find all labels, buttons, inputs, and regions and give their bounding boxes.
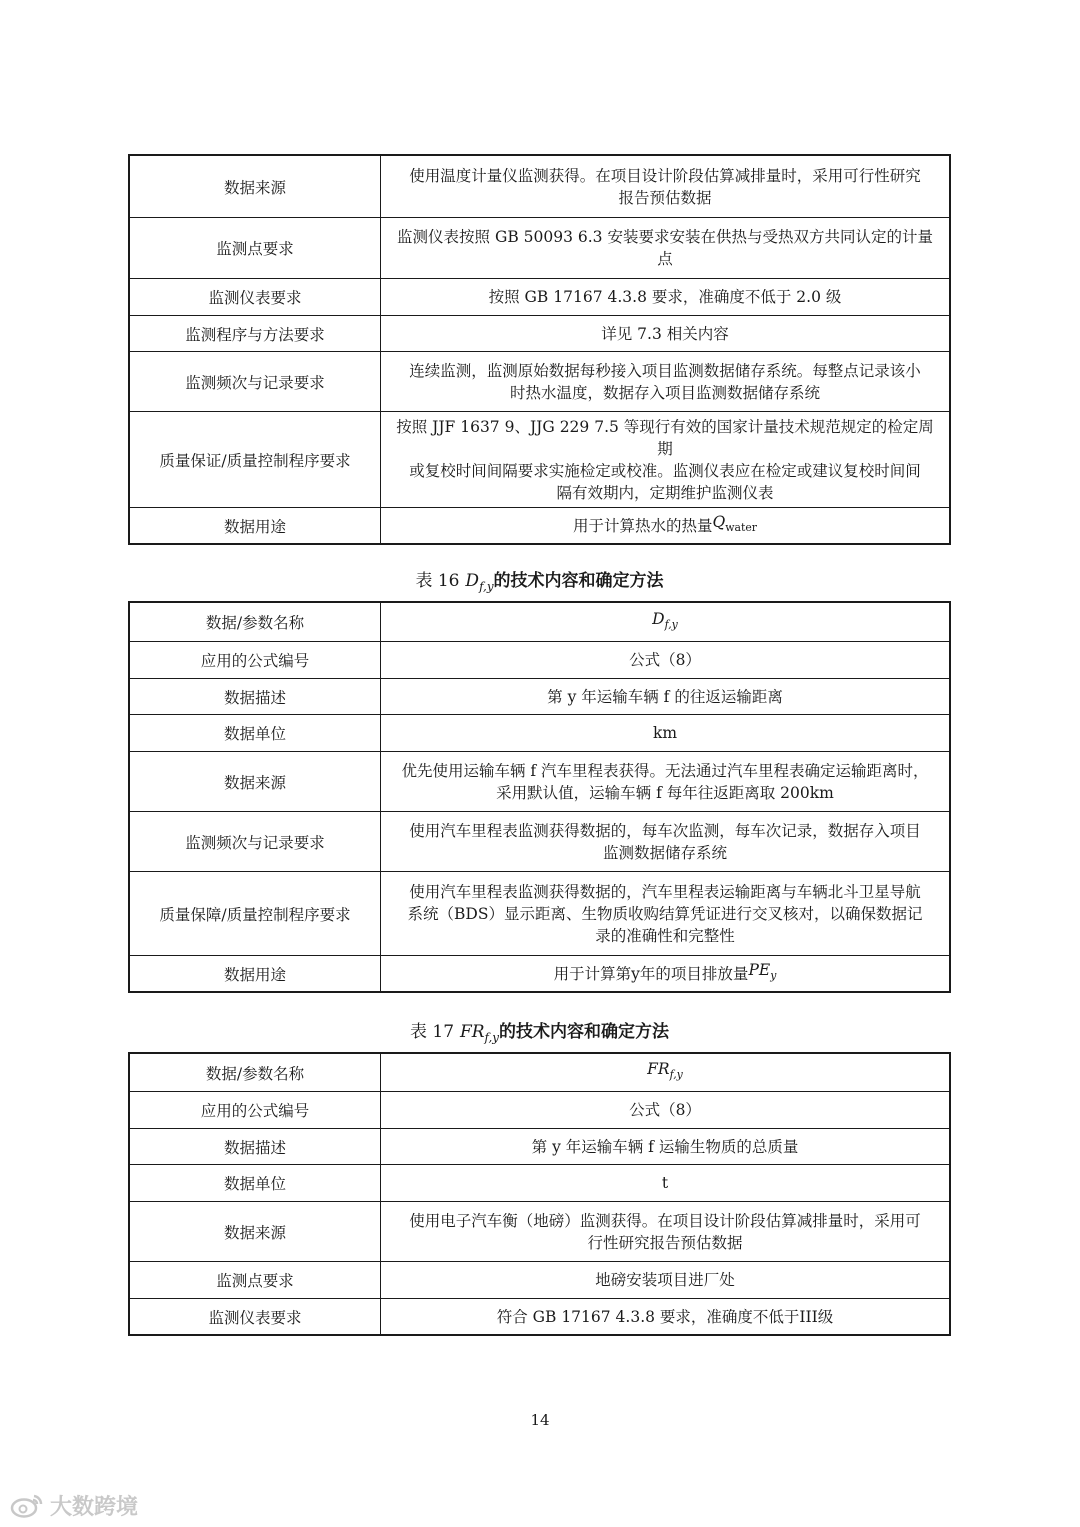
row-label: 监测程序与方法要求: [130, 316, 381, 351]
row-value: km: [652, 724, 678, 742]
row-value: [381, 218, 949, 278]
caption-number: 表 17: [409, 1022, 455, 1042]
page-number: 14: [530, 1411, 550, 1429]
row-value: [381, 1202, 949, 1261]
table-row: [130, 678, 949, 714]
table-row: [130, 1201, 949, 1261]
table-row: [130, 1091, 949, 1128]
math-base: D: [465, 571, 480, 591]
row-label: 监测频次与记录要求: [130, 812, 381, 871]
math-base: FR: [647, 1060, 670, 1079]
value-line: 采用默认值，运输车辆 f 每年往返距离取 200km: [496, 783, 834, 802]
row-label: 数据来源: [130, 156, 381, 217]
table-row: [130, 315, 949, 351]
value-line: 使用温度计量仪监测获得。在项目设计阶段估算减排量时，采用可行性研究: [409, 166, 921, 185]
value-line: 时热水温度，数据存入项目监测数据储存系统: [509, 383, 820, 402]
value-line: 使用电子汽车衡（地磅）监测获得。在项目设计阶段估算减排量时，采用可: [409, 1211, 921, 1230]
table-row: [130, 1128, 949, 1164]
row-value: 地磅安装项目进厂处: [595, 1271, 735, 1289]
row-label: 数据单位: [130, 715, 381, 751]
table-row: [130, 217, 949, 278]
math-base: FR: [459, 1022, 485, 1042]
row-value: 公式（8）: [629, 1101, 701, 1119]
math-symbol: [647, 1058, 683, 1086]
row-label: 数据单位: [130, 1165, 381, 1201]
table-row: [130, 751, 949, 811]
table-row: [130, 714, 949, 751]
row-value: [381, 872, 949, 955]
row-label: 数据用途: [130, 508, 381, 543]
row-value: [381, 352, 949, 411]
table-row: [130, 955, 949, 991]
row-value: 符合 GB 17167 4.3.8 要求，准确度不低于III级: [496, 1307, 834, 1326]
caption-math: [459, 1022, 500, 1045]
caption-math: [465, 571, 494, 594]
row-label: 数据/参数名称: [130, 1054, 381, 1091]
value-line: 点: [657, 250, 673, 268]
value-line: 连续监测，监测原始数据每秒接入项目监测数据储存系统。每整点记录该小: [409, 361, 921, 380]
table-row: [130, 1298, 949, 1334]
row-label: 监测频次与记录要求: [130, 352, 381, 411]
math-symbol: [652, 608, 678, 636]
table-17: [128, 1052, 951, 1336]
watermark-text: 大数跨境: [50, 1495, 139, 1520]
value-line: 使用汽车里程表监测获得数据的，汽车里程表运输距离与车辆北斗卫星导航: [409, 882, 921, 901]
math-subscript: water: [725, 521, 757, 535]
math-subscript: y: [770, 969, 777, 983]
value-line: 或复校时间间隔要求实施检定或校准。监测仪表应在检定或建议复校时间间: [409, 461, 921, 480]
row-value: 第 y 年运输车辆 f 运输生物质的总质量: [531, 1137, 799, 1156]
row-label: 数据描述: [130, 679, 381, 714]
row-value: 第 y 年运输车辆 f 的往返运输距离: [547, 687, 783, 706]
value-line: 隔有效期内，定期维护监测仪表: [556, 483, 774, 502]
caption-text: 的技术内容和确定方法: [493, 571, 664, 591]
row-value: [381, 412, 949, 507]
value-line: 优先使用运输车辆 f 汽车里程表获得。无法通过汽车里程表确定运输距离时，: [401, 761, 929, 780]
value-line: 行性研究报告预估数据: [587, 1233, 743, 1252]
table-row: [130, 507, 949, 543]
row-value: [381, 156, 949, 217]
math-base: Q: [712, 513, 726, 532]
row-label: 应用的公式编号: [130, 642, 381, 678]
weibo-logo-icon: [10, 1493, 44, 1519]
table-row: [130, 351, 949, 411]
row-label: 数据用途: [130, 956, 381, 991]
table-row: [130, 411, 949, 507]
math-subscript: f,y: [479, 579, 494, 594]
table-row: [130, 1054, 949, 1091]
row-value: [381, 752, 949, 811]
row-label: 质量保证/质量控制程序要求: [130, 412, 381, 507]
row-label: 数据来源: [130, 1202, 381, 1261]
math-base: D: [652, 609, 665, 628]
caption-number: 表 16: [415, 571, 460, 591]
table-15-continued: [128, 154, 951, 545]
value-line: 监测数据储存系统: [602, 843, 727, 862]
row-label: 监测仪表要求: [130, 279, 381, 315]
value-line: 系统（BDS）显示距离、生物质收购结算凭证进行交叉核对，以确保数据记: [407, 904, 923, 923]
value-line: 使用汽车里程表监测获得数据的，每车次监测，每车次记录，数据存入项目: [409, 821, 921, 840]
math-subscript: f,y: [669, 1068, 683, 1082]
math-subscript: f,y: [664, 618, 678, 632]
math-base: PE: [748, 961, 771, 980]
row-label: 应用的公式编号: [130, 1092, 381, 1128]
value-text: 用于计算第y年的项目排放量: [553, 964, 749, 983]
row-value: [381, 603, 949, 641]
table-row: [130, 278, 949, 315]
table-row: [130, 1164, 949, 1201]
table-16-caption: [128, 566, 951, 593]
row-value: [381, 956, 949, 991]
table-row: [130, 156, 949, 217]
row-value: [381, 812, 949, 871]
table-row: [130, 603, 949, 641]
row-label: 数据来源: [130, 752, 381, 811]
value-line: 录的准确性和完整性: [595, 926, 735, 945]
table-row: [130, 811, 949, 871]
value-line: 按照 JJF 1637 9、JJG 229 7.5 等现行有效的国家计量技术规范规定的检定周期: [396, 417, 934, 458]
row-label: 监测仪表要求: [130, 1299, 381, 1334]
row-value: [381, 508, 949, 543]
watermark: [10, 1490, 138, 1521]
table-row: [130, 641, 949, 678]
math-symbol: [748, 959, 776, 987]
math-symbol: [713, 511, 757, 539]
row-value: 按照 GB 17167 4.3.8 要求，准确度不低于 2.0 级: [488, 288, 842, 306]
row-label: 监测点要求: [130, 1262, 381, 1298]
table-row: [130, 1261, 949, 1298]
value-text: 用于计算热水的热量: [573, 516, 713, 535]
row-value: 公式（8）: [629, 651, 701, 669]
row-label: 质量保障/质量控制程序要求: [130, 872, 381, 955]
caption-text: 的技术内容和确定方法: [499, 1022, 670, 1042]
row-value: t: [661, 1174, 669, 1192]
table-16: [128, 601, 951, 993]
row-label: 数据描述: [130, 1129, 381, 1164]
table-17-caption: [128, 1017, 951, 1044]
math-subscript: f,y: [484, 1030, 500, 1045]
row-label: 监测点要求: [130, 218, 381, 278]
value-line: 监测仪表按照 GB 50093 6.3 安装要求安装在供热与受热双方共同认定的计量: [397, 228, 933, 246]
table-row: [130, 871, 949, 955]
row-value: [381, 1054, 949, 1091]
row-label: 数据/参数名称: [130, 603, 381, 641]
value-line: 报告预估数据: [618, 188, 712, 207]
row-value: 详见 7.3 相关内容: [601, 324, 729, 343]
